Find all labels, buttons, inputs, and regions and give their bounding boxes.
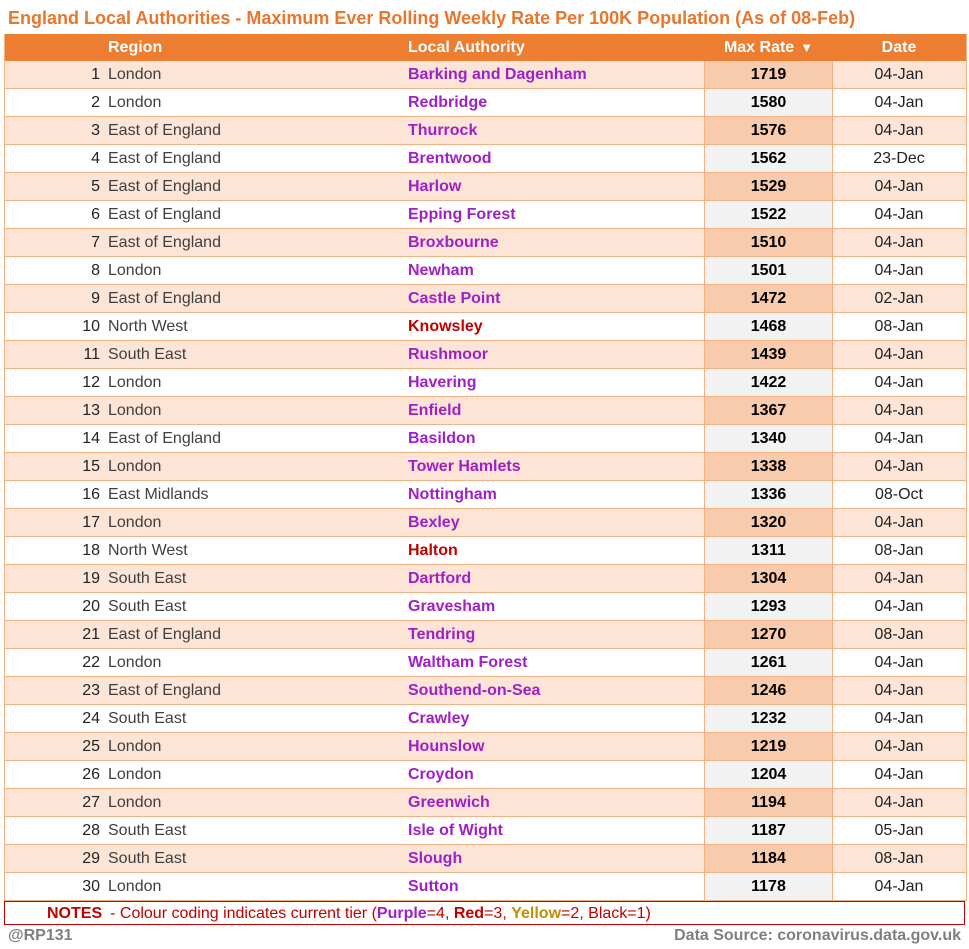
date-cell: 04-Jan bbox=[874, 122, 924, 139]
local-authority-cell: Nottingham bbox=[408, 486, 497, 503]
region-cell: London bbox=[108, 766, 162, 783]
region-cell: East of England bbox=[108, 122, 221, 139]
data-table bbox=[4, 34, 967, 901]
date-cell: 04-Jan bbox=[874, 514, 924, 531]
rank-cell: 4 bbox=[91, 150, 100, 167]
date-cell: 04-Jan bbox=[874, 598, 924, 615]
table-row[interactable] bbox=[5, 733, 966, 761]
date-cell: 02-Jan bbox=[874, 290, 924, 307]
date-cell: 05-Jan bbox=[874, 822, 924, 839]
rank-cell: 22 bbox=[82, 654, 100, 671]
table-row[interactable] bbox=[5, 89, 966, 117]
max-rate-cell: 1270 bbox=[704, 621, 833, 648]
local-authority-cell: Tendring bbox=[408, 626, 476, 643]
date-cell: 04-Jan bbox=[874, 430, 924, 447]
table-row[interactable] bbox=[5, 481, 966, 509]
region-cell: South East bbox=[108, 570, 187, 587]
max-rate-cell: 1261 bbox=[704, 649, 833, 676]
local-authority-cell: Knowsley bbox=[408, 318, 483, 335]
date-cell: 08-Jan bbox=[874, 850, 924, 867]
local-authority-cell: Thurrock bbox=[408, 122, 478, 139]
date-cell: 04-Jan bbox=[874, 794, 924, 811]
max-rate-cell: 1439 bbox=[704, 341, 833, 368]
local-authority-cell: Broxbourne bbox=[408, 234, 499, 251]
rank-cell: 24 bbox=[82, 710, 100, 727]
max-rate-cell: 1194 bbox=[704, 789, 833, 816]
notes-yellow-value: =2, Black=1) bbox=[561, 905, 651, 922]
table-row[interactable] bbox=[5, 145, 966, 173]
region-cell: London bbox=[108, 402, 162, 419]
max-rate-cell: 1204 bbox=[704, 761, 833, 788]
table-row[interactable] bbox=[5, 229, 966, 257]
date-cell: 08-Jan bbox=[874, 626, 924, 643]
local-authority-cell: Southend-on-Sea bbox=[408, 682, 541, 699]
table-row[interactable] bbox=[5, 117, 966, 145]
date-cell: 04-Jan bbox=[874, 458, 924, 475]
table-row[interactable] bbox=[5, 313, 966, 341]
table-row[interactable] bbox=[5, 453, 966, 481]
region-cell: South East bbox=[108, 598, 187, 615]
table-row[interactable] bbox=[5, 397, 966, 425]
table-row[interactable] bbox=[5, 341, 966, 369]
rank-cell: 7 bbox=[91, 234, 100, 251]
max-rate-cell: 1246 bbox=[704, 677, 833, 704]
region-cell: East of England bbox=[108, 682, 221, 699]
date-cell: 04-Jan bbox=[874, 346, 924, 363]
date-cell: 04-Jan bbox=[874, 178, 924, 195]
rank-cell: 23 bbox=[82, 682, 100, 699]
table-row[interactable] bbox=[5, 61, 966, 89]
local-authority-cell: Newham bbox=[408, 262, 474, 279]
region-cell: South East bbox=[108, 850, 187, 867]
local-authority-cell: Brentwood bbox=[408, 150, 492, 167]
rank-cell: 9 bbox=[91, 290, 100, 307]
table-row[interactable] bbox=[5, 257, 966, 285]
table-row[interactable] bbox=[5, 565, 966, 593]
region-cell: London bbox=[108, 262, 162, 279]
max-rate-cell: 1522 bbox=[704, 201, 833, 228]
max-rate-cell: 1468 bbox=[704, 313, 833, 340]
table-row[interactable] bbox=[5, 621, 966, 649]
rank-cell: 5 bbox=[91, 178, 100, 195]
region-cell: South East bbox=[108, 710, 187, 727]
local-authority-cell: Waltham Forest bbox=[408, 654, 528, 671]
region-cell: London bbox=[108, 374, 162, 391]
table-row[interactable] bbox=[5, 705, 966, 733]
local-authority-cell: Crawley bbox=[408, 710, 470, 727]
header-local-authority[interactable]: Local Authority bbox=[408, 39, 525, 56]
header-date[interactable]: Date bbox=[881, 39, 917, 56]
date-cell: 04-Jan bbox=[874, 570, 924, 587]
header-max-rate-label: Max Rate bbox=[723, 39, 795, 56]
max-rate-cell: 1719 bbox=[704, 61, 833, 88]
max-rate-cell: 1187 bbox=[704, 817, 833, 844]
max-rate-cell: 1340 bbox=[704, 425, 833, 452]
notes-prefix: - Colour coding indicates current tier ( bbox=[110, 905, 377, 922]
date-cell: 08-Jan bbox=[874, 318, 924, 335]
page-title: England Local Authorities - Maximum Ever Rolling Weekly Rate Per 100K Population (As of 08-Feb) bbox=[8, 8, 856, 28]
rank-cell: 17 bbox=[82, 514, 100, 531]
date-cell: 04-Jan bbox=[874, 738, 924, 755]
max-rate-cell: 1304 bbox=[704, 565, 833, 592]
rank-cell: 25 bbox=[82, 738, 100, 755]
date-cell: 04-Jan bbox=[874, 206, 924, 223]
date-cell: 04-Jan bbox=[874, 878, 924, 895]
local-authority-cell: Greenwich bbox=[408, 794, 490, 811]
header-rank bbox=[5, 34, 104, 61]
table-row[interactable] bbox=[5, 649, 966, 677]
region-cell: East of England bbox=[108, 430, 221, 447]
rank-cell: 13 bbox=[82, 402, 100, 419]
local-authority-cell: Isle of Wight bbox=[408, 822, 503, 839]
header-region[interactable]: Region bbox=[108, 39, 163, 56]
table-body bbox=[5, 61, 966, 901]
date-cell: 04-Jan bbox=[874, 94, 924, 111]
region-cell: East of England bbox=[108, 290, 221, 307]
local-authority-cell: Gravesham bbox=[408, 598, 496, 615]
date-cell: 23-Dec bbox=[873, 150, 925, 167]
max-rate-cell: 1367 bbox=[704, 397, 833, 424]
local-authority-cell: Redbridge bbox=[408, 94, 488, 111]
rank-cell: 27 bbox=[82, 794, 100, 811]
header-max-rate[interactable] bbox=[704, 34, 833, 61]
date-cell: 04-Jan bbox=[874, 234, 924, 251]
region-cell: East of England bbox=[108, 178, 221, 195]
local-authority-cell: Epping Forest bbox=[408, 206, 516, 223]
local-authority-cell: Havering bbox=[408, 374, 477, 391]
table-row[interactable] bbox=[5, 761, 966, 789]
region-cell: London bbox=[108, 654, 162, 671]
date-cell: 04-Jan bbox=[874, 262, 924, 279]
max-rate-cell: 1320 bbox=[704, 509, 833, 536]
max-rate-cell: 1184 bbox=[704, 845, 833, 872]
region-cell: London bbox=[108, 878, 162, 895]
notes-label: NOTES bbox=[47, 905, 103, 922]
max-rate-cell: 1219 bbox=[704, 733, 833, 760]
rank-cell: 16 bbox=[82, 486, 100, 503]
sort-descending-icon[interactable]: ▼ bbox=[800, 40, 814, 55]
local-authority-cell: Basildon bbox=[408, 430, 476, 447]
footer-handle: @RP131 bbox=[8, 927, 73, 944]
rank-cell: 2 bbox=[91, 94, 100, 111]
max-rate-cell: 1293 bbox=[704, 593, 833, 620]
rank-cell: 6 bbox=[91, 206, 100, 223]
region-cell: London bbox=[108, 458, 162, 475]
date-cell: 04-Jan bbox=[874, 66, 924, 83]
rank-cell: 18 bbox=[82, 542, 100, 559]
rank-cell: 21 bbox=[82, 626, 100, 643]
local-authority-cell: Halton bbox=[408, 542, 458, 559]
rank-cell: 29 bbox=[82, 850, 100, 867]
max-rate-cell: 1529 bbox=[704, 173, 833, 200]
local-authority-cell: Slough bbox=[408, 850, 463, 867]
rank-cell: 30 bbox=[82, 878, 100, 895]
local-authority-cell: Harlow bbox=[408, 178, 462, 195]
max-rate-cell: 1178 bbox=[704, 873, 833, 900]
max-rate-cell: 1311 bbox=[704, 537, 833, 564]
rank-cell: 1 bbox=[91, 66, 100, 83]
local-authority-cell: Castle Point bbox=[408, 290, 501, 307]
date-cell: 08-Jan bbox=[874, 542, 924, 559]
rank-cell: 20 bbox=[82, 598, 100, 615]
date-cell: 04-Jan bbox=[874, 402, 924, 419]
rank-cell: 19 bbox=[82, 570, 100, 587]
local-authority-cell: Dartford bbox=[408, 570, 472, 587]
notes-yellow: Yellow bbox=[511, 905, 562, 922]
table-row[interactable] bbox=[5, 509, 966, 537]
max-rate-cell: 1510 bbox=[704, 229, 833, 256]
rank-cell: 28 bbox=[82, 822, 100, 839]
max-rate-cell: 1336 bbox=[704, 481, 833, 508]
footer-source: Data Source: coronavirus.data.gov.uk bbox=[674, 927, 961, 944]
rank-cell: 12 bbox=[82, 374, 100, 391]
table-row[interactable] bbox=[5, 173, 966, 201]
table-row[interactable] bbox=[5, 845, 966, 873]
region-cell: South East bbox=[108, 822, 187, 839]
table-row[interactable] bbox=[5, 285, 966, 313]
max-rate-cell: 1562 bbox=[704, 145, 833, 172]
notes-purple-value: =4, bbox=[426, 905, 454, 922]
region-cell: London bbox=[108, 794, 162, 811]
notes-purple: Purple bbox=[376, 905, 427, 922]
table-row[interactable] bbox=[5, 201, 966, 229]
region-cell: London bbox=[108, 66, 162, 83]
date-cell: 04-Jan bbox=[874, 374, 924, 391]
region-cell: East of England bbox=[108, 150, 221, 167]
max-rate-cell: 1232 bbox=[704, 705, 833, 732]
date-cell: 04-Jan bbox=[874, 654, 924, 671]
max-rate-cell: 1338 bbox=[704, 453, 833, 480]
rank-cell: 26 bbox=[82, 766, 100, 783]
table-row[interactable] bbox=[5, 789, 966, 817]
table-row[interactable] bbox=[5, 593, 966, 621]
table-row[interactable] bbox=[5, 369, 966, 397]
date-cell: 04-Jan bbox=[874, 682, 924, 699]
date-cell: 08-Oct bbox=[874, 486, 923, 503]
local-authority-cell: Hounslow bbox=[408, 738, 485, 755]
region-cell: East Midlands bbox=[108, 486, 209, 503]
table-row[interactable] bbox=[5, 873, 966, 901]
rank-cell: 10 bbox=[82, 318, 100, 335]
table-row[interactable] bbox=[5, 677, 966, 705]
max-rate-cell: 1422 bbox=[704, 369, 833, 396]
rank-cell: 15 bbox=[82, 458, 100, 475]
local-authority-cell: Bexley bbox=[408, 514, 460, 531]
region-cell: East of England bbox=[108, 234, 221, 251]
region-cell: London bbox=[108, 738, 162, 755]
region-cell: North West bbox=[108, 542, 188, 559]
rank-cell: 14 bbox=[82, 430, 100, 447]
table-row[interactable] bbox=[5, 425, 966, 453]
notes-red: Red bbox=[453, 905, 485, 922]
local-authority-cell: Tower Hamlets bbox=[408, 458, 521, 475]
notes-red-value: =3, bbox=[484, 905, 512, 922]
notes-bar bbox=[4, 901, 965, 925]
local-authority-cell: Barking and Dagenham bbox=[408, 66, 587, 83]
region-cell: East of England bbox=[108, 626, 221, 643]
date-cell: 04-Jan bbox=[874, 766, 924, 783]
table-row[interactable] bbox=[5, 817, 966, 845]
rank-cell: 8 bbox=[91, 262, 100, 279]
region-cell: London bbox=[108, 94, 162, 111]
region-cell: London bbox=[108, 514, 162, 531]
local-authority-cell: Enfield bbox=[408, 402, 462, 419]
region-cell: East of England bbox=[108, 206, 221, 223]
max-rate-cell: 1501 bbox=[704, 257, 833, 284]
table-header bbox=[5, 34, 966, 61]
local-authority-cell: Rushmoor bbox=[408, 346, 488, 363]
max-rate-cell: 1472 bbox=[704, 285, 833, 312]
max-rate-cell: 1580 bbox=[704, 89, 833, 116]
max-rate-cell: 1576 bbox=[704, 117, 833, 144]
date-cell: 04-Jan bbox=[874, 710, 924, 727]
region-cell: North West bbox=[108, 318, 188, 335]
rank-cell: 3 bbox=[91, 122, 100, 139]
rank-cell: 11 bbox=[83, 346, 100, 363]
local-authority-cell: Sutton bbox=[408, 878, 459, 895]
local-authority-cell: Croydon bbox=[408, 766, 474, 783]
table-row[interactable] bbox=[5, 537, 966, 565]
region-cell: South East bbox=[108, 346, 187, 363]
